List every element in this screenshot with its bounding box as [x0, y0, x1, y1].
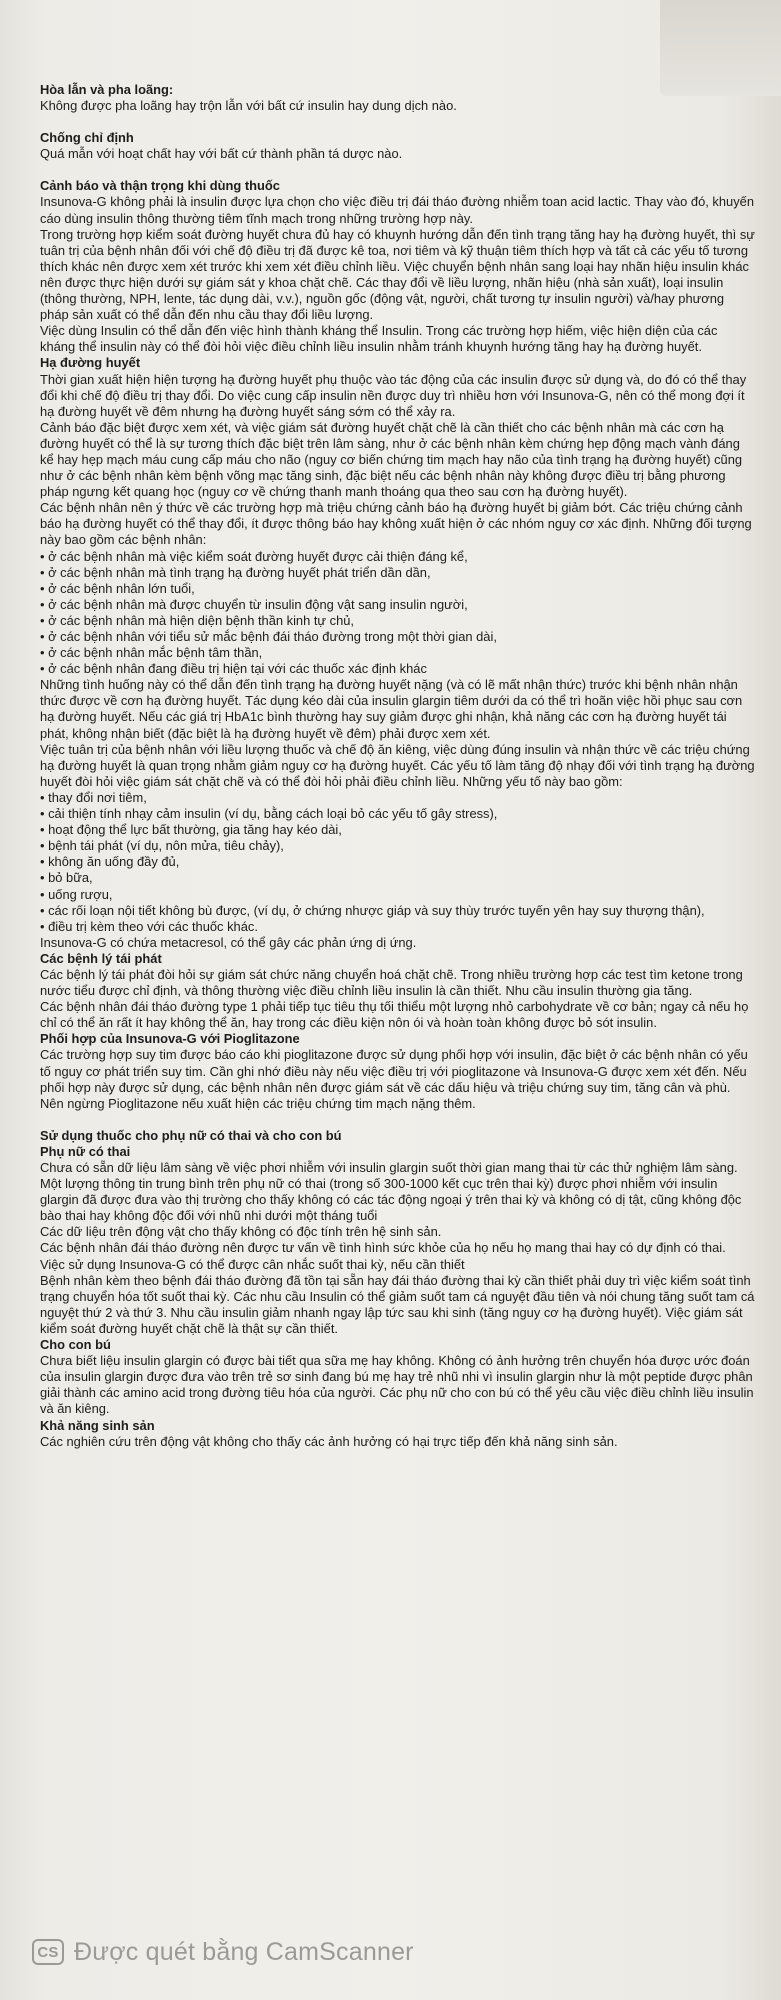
paragraph: Các bệnh lý tái phát đòi hỏi sự giám sát chức năng chuyển hoá chặt chẽ. Trong nhiều trường hợp các test tìm ketone trong nước tiểu được chỉ định, và thông thường việc điều chỉnh liều insulin là cần thiết. Nhu cầu insulin thường gia tăng.	[40, 966, 743, 999]
paragraph: Thời gian xuất hiện hiện tượng hạ đường huyết phụ thuộc vào tác động của các insulin được sử dụng và, do đó có thể thay đổi khi chế độ điều trị thay đổi. Do việc cung cấp insulin nền được duy trì nhiều hơn với Insunova-G, nên có thể mong đợi ít hạ đường huyết về đêm nhưng hạ đường huyết sáng sớm có thể xảy ra.	[40, 371, 747, 419]
list-item: • ở các bệnh nhân lớn tuổi,	[40, 581, 755, 597]
list-item: • ở các bệnh nhân mà tình trạng hạ đường huyết phát triển dần dần,	[40, 565, 755, 581]
list-item: • ở các bệnh nhân mà hiện diện bệnh thần kinh tự chủ,	[40, 613, 755, 629]
list-item: • các rối loạn nội tiết không bù được, (ví dụ, ở chứng nhược giáp và suy thùy trước tuyến yên hay suy thượng thận),	[40, 903, 755, 919]
paragraph: Trong trường hợp kiểm soát đường huyết chưa đủ hay có khuynh hướng dẫn đến tình trạng tăng hay hạ đường huyết, thì sự tuân trị của bệnh nhân đối với chế độ điều trị đã được kê toa, nơi tiêm và kỹ thuận tiêm thích hợp và tất cả các yếu tố tương thích khác nên được xem xét trước khi xem xét điều chỉnh liều. Việc chuyển bệnh nhân sang loại hay nhãn hiệu insulin khác nên được thực hiện dưới sự giám sát y khoa chặt chẽ. Các thay đổi về liều lượng, nhãn hiệu (nhà sản xuất), loại insulin (thông thường, NPH, lente, tác dụng dài, v.v.), nguồn gốc (động vật, người, chất tương tự insulin người) và/hay phương pháp sản xuất có thể dẫn đến nhu cầu thay đổi liều lượng.	[40, 226, 755, 323]
paragraph: Các dữ liệu trên động vật cho thấy không có độc tính trên hệ sinh sản.	[40, 1224, 442, 1240]
subheading-breastfeeding: Cho con bú	[40, 1337, 111, 1353]
document-body	[40, 82, 755, 1450]
heading-hypoglycemia: Hạ đường huyết	[40, 355, 141, 371]
camscanner-logo-icon: CS	[32, 1939, 64, 1965]
list-item: • ở các bệnh nhân với tiểu sử mắc bệnh đái tháo đường trong một thời gian dài,	[40, 629, 755, 645]
list-item: • ở các bệnh nhân mà việc kiểm soát đường huyết được cải thiện đáng kể,	[40, 549, 755, 565]
paragraph: Việc tuân trị của bệnh nhân với liều lượng thuốc và chế độ ăn kiêng, việc dùng đúng insulin và nhận thức về các triệu chứng hạ đường huyết là quan trọng nhằm giảm nguy cơ hạ đường huyết. Các yếu tố làm tăng độ nhạy đối với tình trạng hạ đường huyết đòi hỏi việc giám sát chặt chẽ và có thể đòi hỏi phải điều chỉnh liều. Những yếu tố này bao gồm:	[40, 741, 755, 789]
list-item: • cải thiện tính nhạy cảm insulin (ví dụ, bằng cách loại bỏ các yếu tố gây stress),	[40, 806, 755, 822]
paragraph: Những tình huống này có thể dẫn đến tình trạng hạ đường huyết nặng (và có lẽ mất nhận thức) trước khi bệnh nhân nhận thức được về cơn hạ đường huyết. Tác dụng kéo dài của insulin glargin tiêm dưới da có thể trì hoãn việc hồi phục sau cơn hạ đường huyết. Nếu các giá trị HbA1c bình thường hay suy giảm được ghi nhận, khả năng các cơn hạ đường huyết tái phát, không nhận biết (đặc biệt là hạ đường huyết về đêm) phải được xem xét.	[40, 677, 743, 741]
list-item: • ở các bệnh nhân đang điều trị hiện tại với các thuốc xác định khác	[40, 661, 755, 677]
paragraph: Các trường hợp suy tim được báo cáo khi pioglitazone được sử dụng phối hợp với insulin, đặc biệt ở các bệnh nhân có yếu tố nguy cơ phát triển suy tim. Cần ghi nhớ điều này nếu việc điều trị với pioglitazone và Insunova-G được xem xét đến. Nếu phối hợp này được sử dụng, các bệnh nhân nên được giám sát về các dấu hiệu và triệu chứng suy tim, tăng cân và phù. Nên ngừng Pioglitazone nếu xuất hiện các triệu chứng tim mạch nặng thêm.	[40, 1047, 748, 1111]
heading-contraindications: Chống chỉ định	[40, 130, 134, 146]
sensitivity-factor-list	[40, 790, 755, 935]
paragraph: Insunova-G có chứa metacresol, có thể gây các phản ứng dị ứng.	[40, 934, 417, 950]
heading-pregnancy-lactation: Sử dụng thuốc cho phụ nữ có thai và cho con bú	[40, 1127, 342, 1143]
paragraph: Các bệnh nhân đái tháo đường type 1 phải tiếp tục tiêu thụ tối thiểu một lượng nhỏ carbohydrate về cơ bản; ngay cả nếu họ chỉ có thể ăn rất ít hay không thể ăn, hay trong các điều kiện nôn ói và hoàn toàn không được bỏ sót insulin.	[40, 999, 749, 1031]
list-item: • uống rượu,	[40, 887, 755, 903]
list-item: • hoạt động thể lực bất thường, gia tăng hay kéo dài,	[40, 822, 755, 838]
paragraph: Chưa biết liệu insulin glargin có được bài tiết qua sữa mẹ hay không. Không có ảnh hưởng trên chuyển hóa được ước đoán của insulin glargin được đưa vào trên trẻ sơ sinh đang bú mẹ hay trẻ nhũ nhi vì insulin glargin như là một peptide được phân giải thành các amino acid trong đường tiêu hóa của người. Các phụ nữ cho con bú có thể yêu cầu việc điều chỉnh liều insulin và ăn kiêng.	[40, 1353, 754, 1417]
list-item: • thay đổi nơi tiêm,	[40, 790, 755, 806]
paragraph: Các bệnh nhân nên ý thức về các trường hợp mà triệu chứng cảnh báo hạ đường huyết bị giảm bớt. Các triệu chứng cảnh báo hạ đường huyết có thể thay đổi, ít được thông báo hay không xuất hiện ở các nhóm nguy cơ xác định. Những đối tượng này bao gồm các bệnh nhân:	[40, 500, 752, 548]
list-item: • không ăn uống đầy đủ,	[40, 854, 755, 870]
list-item: • ở các bệnh nhân mắc bệnh tâm thần,	[40, 645, 755, 661]
paragraph: Chưa có sẵn dữ liệu lâm sàng về việc phơi nhiễm với insulin glargin suốt thời gian mang thai từ các thử nghiệm lâm sàng. Một lượng thông tin trung bình trên phụ nữ có thai (trong số 300-1000 kết cục trên thai kỳ) được phơi nhiễm với insulin glargin đã được đưa vào thị trường cho thấy không có các tác động ngoại ý trên thai kỳ và không có dị tật, cũng không độc bào thai hay không độc đối với nhũ nhi dưới một tháng tuổi	[40, 1160, 742, 1224]
subheading-pregnancy: Phụ nữ có thai	[40, 1143, 131, 1159]
list-item: • ở các bệnh nhân mà được chuyển từ insulin động vật sang insulin người,	[40, 597, 755, 613]
watermark-text: Được quét bằng CamScanner	[74, 1937, 414, 1966]
list-item: • điều trị kèm theo với các thuốc khác.	[40, 919, 755, 935]
paragraph: Cảnh báo đặc biệt được xem xét, và việc giám sát đường huyết chặt chẽ là cần thiết cho các bệnh nhân mà các cơn hạ đường huyết có thể là sự tương thích đặc biệt trên lâm sàng, như ở các bệnh nhân kèm chứng hẹp động mạch vành đáng kể hay hẹp mạch máu cung cấp máu cho não (nguy cơ biến chứng tim mạch hay não của tình trạng hạ đường huyết) cũng như ở các bệnh nhân kèm bệnh võng mạc tăng sinh, đặc biệt nếu các bệnh nhân này không được điều trị bằng phương pháp ngưng kết quang học (nguy cơ về chứng thanh manh thoáng qua theo sau cơn hạ đường huyết).	[40, 419, 743, 500]
paragraph: Các bệnh nhân đái tháo đường nên được tư vấn về tình hình sức khỏe của họ nếu họ mang thai hay có dự định có thai.	[40, 1240, 726, 1256]
paragraph: Insunova-G không phải là insulin được lựa chọn cho việc điều trị đái tháo đường nhiễm toan acid lactic. Thay vào đó, khuyến cáo dùng insulin thông thường tiêm tĩnh mạch trong những trường hợp này.	[40, 194, 755, 226]
risk-group-list	[40, 549, 755, 678]
heading-pioglitazone: Phối hợp của Insunova-G với Pioglitazone	[40, 1031, 300, 1047]
paragraph: Việc dùng Insulin có thể dẫn đến việc hình thành kháng thể Insulin. Trong các trường hợp hiếm, việc hiện diện của các kháng thể insulin này có thể đòi hỏi việc điều chỉnh liều insulin nhằm tránh khuynh hướng tăng hay hạ đường huyết.	[40, 323, 718, 355]
text-contraindications: Quá mẫn với hoạt chất hay với bất cứ thành phần tá dược nào.	[40, 146, 403, 162]
text-mixing: Không được pha loãng hay trộn lẫn với bất cứ insulin hay dung dịch nào.	[40, 98, 457, 114]
paragraph: Việc sử dụng Insunova-G có thể được cân nhắc suốt thai kỳ, nếu cần thiết	[40, 1256, 465, 1272]
heading-intercurrent-illness: Các bệnh lý tái phát	[40, 950, 162, 966]
heading-warnings: Cảnh báo và thận trọng khi dùng thuốc	[40, 178, 280, 194]
subheading-fertility: Khả năng sinh sản	[40, 1417, 155, 1433]
camscanner-watermark	[32, 1937, 414, 1967]
heading-mixing: Hòa lẫn và pha loãng:	[40, 82, 174, 97]
paragraph: Bệnh nhân kèm theo bệnh đái tháo đường đã tồn tại sẵn hay đái tháo đường thai kỳ cần thiết phải duy trì việc kiểm soát tình trạng chuyển hóa tốt suốt thai kỳ. Các nhu cầu Insulin có thể giảm suốt tam cá nguyệt đầu tiên và nói chung tăng suốt tam cá nguyệt thứ 2 và thứ 3. Nhu cầu insulin giảm nhanh ngay lập tức sau khi sinh (tăng nguy cơ hạ đường huyết). Việc giám sát kiểm soát đường huyết chặt chẽ là thật sự cần thiết.	[40, 1272, 755, 1336]
list-item: • bệnh tái phát (ví dụ, nôn mửa, tiêu chảy),	[40, 838, 755, 854]
paragraph: Các nghiên cứu trên động vật không cho thấy các ảnh hưởng có hại trực tiếp đến khả năng sinh sản.	[40, 1433, 618, 1449]
list-item: • bỏ bữa,	[40, 870, 755, 886]
